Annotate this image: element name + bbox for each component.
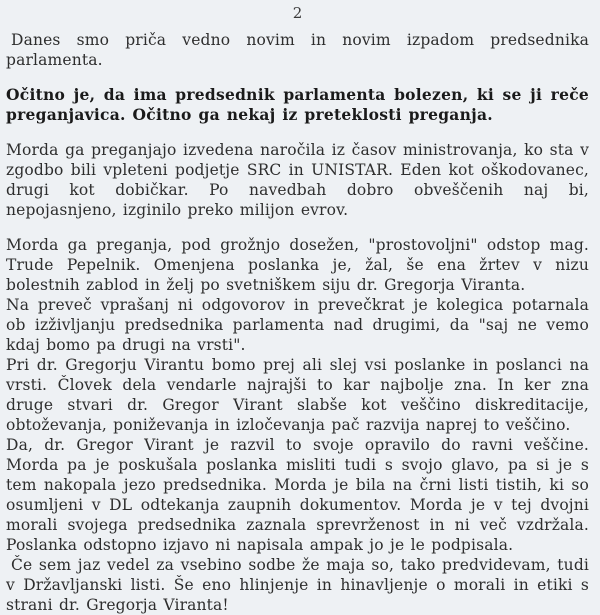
paragraph-zakljucek: Če sem jaz vedel za vsebino sodbe že maja so, tako predvidevam, tudi v Državljanski listi. Še eno hlinjenje in hinavljenje o morali in etiki s strani dr. Gregorja Viranta! [6,556,589,614]
paragraph-crna-lista: Da, dr. Gregor Virant je razvil to svoje opravilo do ravni veščine. Morda pa je poskušala poslanka misliti tudi s svojo glavo, pa si je s tem nakopala jezo predsednika. Morda je bila na črni listi tistih, ki so osumljeni v DL odtekanja zaupnih dokumentov. Morda je v tej dvojni morali svojega predsednika zaznala sprevrženost in ni več vzdržala. Poslanka odstopno izjavo ni napisala ampak jo je le podpisala. [6,436,589,554]
paragraph-vprasanja: Na preveč vprašanj ni odgovorov in prevečkrat je kolegica potarnala ob izživljanju predsednika parlamenta nad drugimi, da "saj ne vemo kdaj bomo pa drugi na vrsti". [6,296,589,354]
paragraph-vescina: Pri dr. Gregorju Virantu bomo prej ali slej vsi poslanke in poslanci na vrsti. Človek dela vendarle najrajši to kar najbolje zna. In ker zna druge stvari dr. Gregor Virant slabše kot veščino diskreditacije, obtoževanja, poniževanja in izločevanja pač razvija naprej to veščino. [6,356,589,434]
paragraph-odstop: Morda ga preganja, pod grožnjo dosežen, "prostovoljni" odstop mag. Trude Pepelnik. Omenjena poslanka je, žal, še ena žrtev v nizu bolestnih zablod in želj po svetniškem siju dr. Gregorja Viranta. [6,236,589,294]
page-number: 2 [292,4,303,22]
paragraph-intro: Danes smo priča vedno novim in novim izpadom predsednika parlamenta. [6,31,589,69]
paragraph-ministrovanje: Morda ga preganjajo izvedena naročila iz časov ministrovanja, ko sta v zgodbo bili vpleteni podjetje SRC in UNISTAR. Eden kot oškodovanec, drugi kot dobičkar. Po navedbah dobro obveščenih naj bi, nepojasnjeno, izginilo preko milijon evrov. [6,141,589,219]
paragraph-bold-statement: Očitno je, da ima predsednik parlamenta bolezen, ki se ji reče preganjavica. Očitno ga nekaj iz preteklosti preganja. [6,85,589,124]
